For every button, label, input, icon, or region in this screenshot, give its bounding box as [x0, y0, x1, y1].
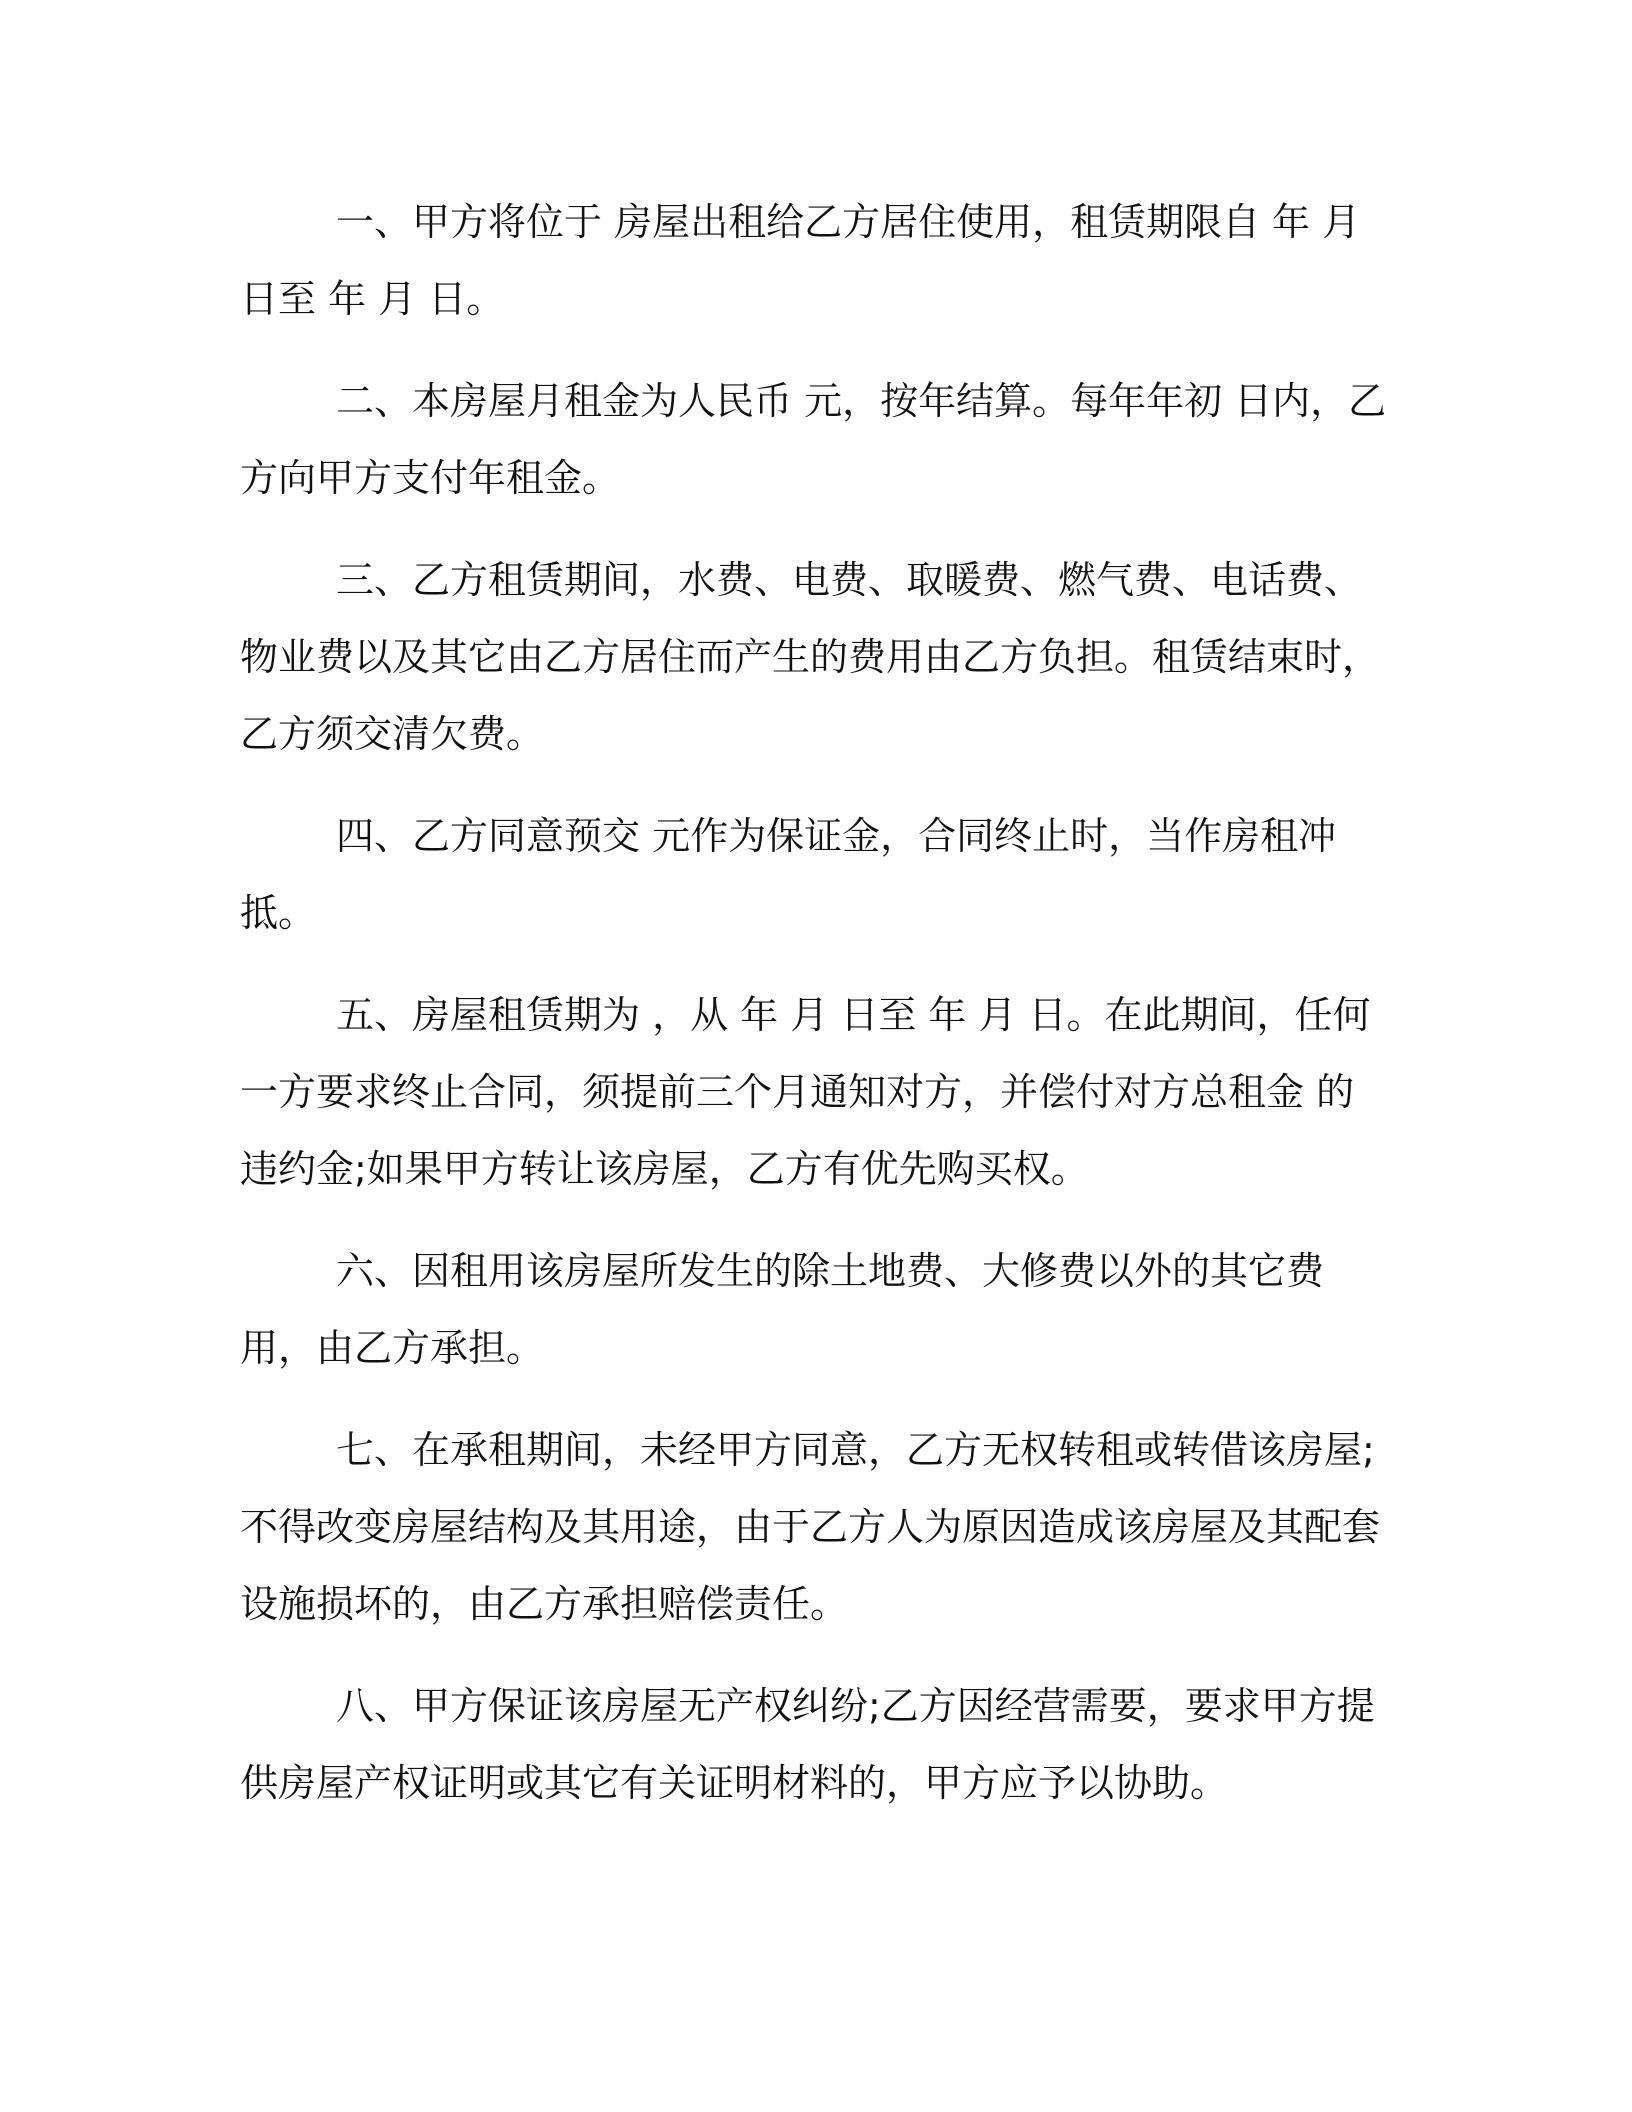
clause-text: 三、乙方租赁期间，水费、电费、取暖费、燃气费、电话费、物业费以及其它由乙方居住而产生的费用由乙方负担。租赁结束时，乙方须交清欠费。 [240, 558, 1381, 756]
clause-7 [240, 1412, 1392, 1643]
clause-text: 六、因租用该房屋所发生的除土地费、大修费以外的其它费用，由乙方承担。 [240, 1249, 1325, 1370]
clause-text: 四、乙方同意预交 元作为保证金，合同终止时，当作房租冲抵。 [240, 814, 1337, 935]
clause-5 [240, 977, 1392, 1208]
clause-text: 八、甲方保证该房屋无产权纠纷;乙方因经营需要，要求甲方提供房屋产权证明或其它有关证明材料的，甲方应予以协助。 [240, 1684, 1375, 1805]
clause-1 [240, 184, 1392, 338]
clause-8 [240, 1668, 1392, 1822]
clause-list [240, 184, 1392, 1822]
clause-text: 五、房屋租赁期为 ，从 年 月 日至 年 月 日。在此期间，任何一方要求终止合同，须提前三个月通知对方，并偿付对方总租金 的违约金;如果甲方转让该房屋，乙方有优先购买权。 [240, 993, 1371, 1191]
clause-text: 一、甲方将位于 房屋出租给乙方居住使用，租赁期限自 年 月 日至 年 月 日。 [240, 200, 1361, 321]
clause-3 [240, 542, 1392, 773]
clause-2 [240, 363, 1392, 517]
clause-6 [240, 1233, 1392, 1387]
clause-4 [240, 798, 1392, 952]
clause-text: 二、本房屋月租金为人民币 元，按年结算。每年年初 日内，乙方向甲方支付年租金。 [240, 379, 1387, 500]
clause-text: 七、在承租期间，未经甲方同意，乙方无权转租或转借该房屋;不得改变房屋结构及其用途，由于乙方人为原因造成该房屋及其配套设施损坏的，由乙方承担赔偿责任。 [240, 1428, 1381, 1626]
